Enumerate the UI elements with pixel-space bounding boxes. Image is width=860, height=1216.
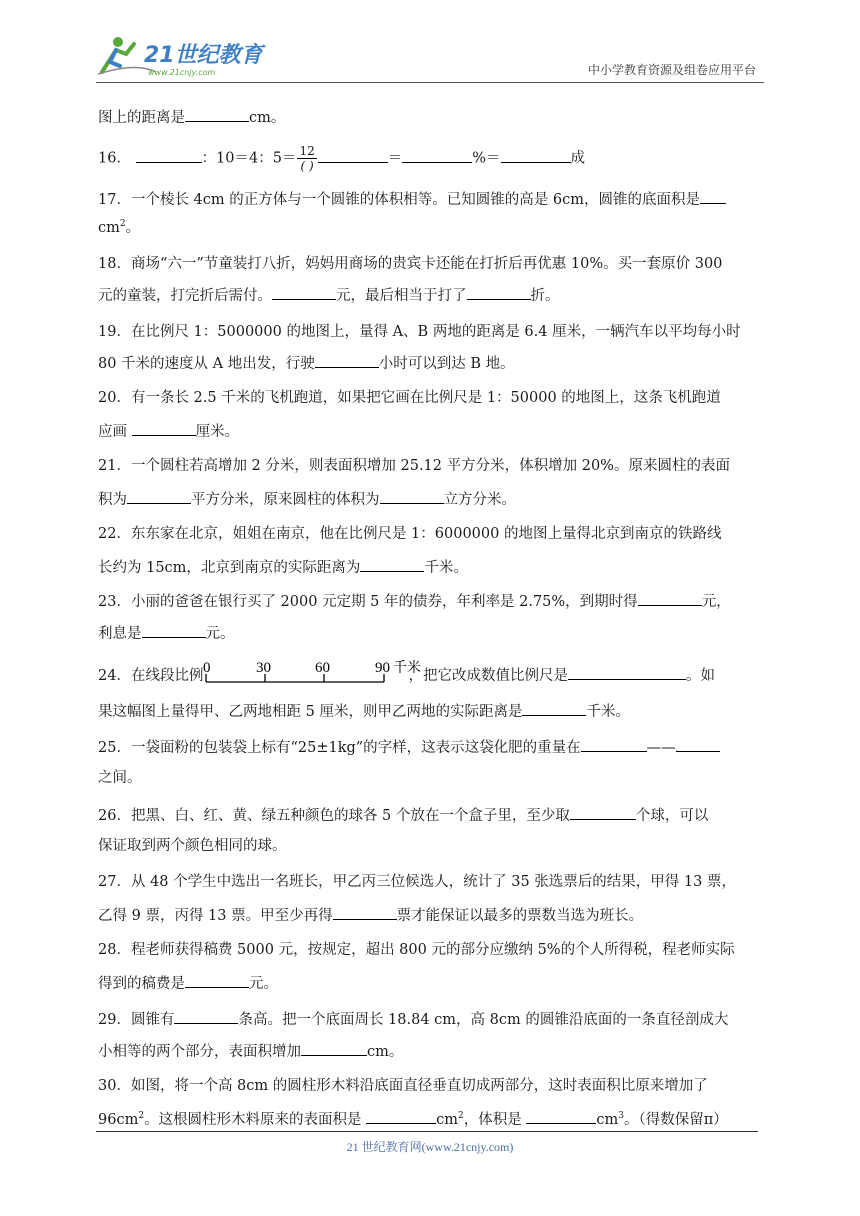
answer-blank[interactable] (185, 972, 249, 988)
q28-text-a: 得到的稿费是 (98, 976, 185, 992)
q28-text-line1: 28．程老师获得稿费 5000 元，按规定，超出 800 元的部分应缴纳 5%的个人所得税，程老师实际 (98, 942, 735, 958)
page-header (96, 30, 764, 83)
answer-blank[interactable] (380, 488, 444, 504)
q30-text-line1: 30．如图，将一个高 8cm 的圆柱形木料沿底面直径垂直切成两部分，这时表面积比原来增加了 (98, 1078, 708, 1094)
footer-divider (96, 1131, 758, 1132)
q23-text-c: 利息是 (98, 626, 142, 642)
answer-blank[interactable] (638, 590, 702, 606)
question-17-line2 (98, 218, 140, 238)
q24-text-a: 24．在线段比例 (98, 668, 204, 684)
q17-text-line2: cm (98, 220, 120, 236)
question-20-line2 (98, 420, 239, 442)
q21-text-c: 立方分米。 (443, 492, 516, 508)
q24-text-b: ，把它改成数值比例尺是 (408, 668, 568, 684)
q26-text-c: 保证取到两个颜色相同的球。 (98, 838, 287, 854)
answer-blank[interactable] (467, 284, 531, 300)
scale-tick-90: 90 (375, 660, 391, 676)
answer-blank[interactable] (360, 556, 424, 572)
q30-text-c: cm (436, 1112, 459, 1128)
q26-text-a: 26．把黑、白、红、黄、绿五种颜色的球各 5 个放在一个盒子里，至少取 (98, 808, 570, 824)
q30-superscript: 2 (138, 1111, 145, 1122)
q16-text-a: ：10＝4：5＝ (201, 150, 297, 167)
q25-dash: —— (646, 740, 676, 756)
question-17 (98, 188, 726, 210)
question-26 (98, 804, 708, 826)
q29-text-d: cm。 (367, 1044, 404, 1060)
q29-text-c: 小相等的两个部分，表面积增加 (98, 1044, 301, 1060)
question-23 (98, 590, 731, 612)
q30-superscript-3: 3 (618, 1111, 624, 1122)
fraction-denominator: ( ) (300, 159, 314, 173)
answer-blank[interactable] (174, 1008, 238, 1024)
q30-text-d: ，体积是 (463, 1112, 527, 1128)
q18-text-c: 折。 (530, 288, 560, 304)
question-19 (98, 322, 741, 342)
answer-blank[interactable] (568, 664, 686, 680)
q26-text-b: 个球，可以 (635, 808, 709, 824)
answer-blank[interactable] (366, 1108, 436, 1124)
answer-blank[interactable] (700, 188, 726, 204)
q21-text-line1: 21．一个圆柱若高增加 2 分米，则表面积增加 25.12 平方分米，体积增加 20%。原来圆柱的表面 (98, 458, 730, 474)
q18-text-b: 元，最后相当于打了 (336, 288, 467, 304)
question-28-line2 (98, 972, 278, 994)
q24-text-c: 。如 (685, 668, 715, 684)
q27-text-line1: 27．从 48 个学生中选出一名班长，甲乙丙三位候选人，统计了 35 张选票后的结果，甲得 13 票， (98, 874, 736, 890)
q23-text-d: 元。 (205, 626, 235, 642)
question-21-line2 (98, 488, 516, 510)
answer-blank[interactable] (333, 904, 397, 920)
q17-text-end: 。 (125, 220, 141, 236)
scale-tick-0: 0 (203, 660, 211, 676)
q30-text-f: 。（得数保留π） (624, 1112, 728, 1128)
answer-blank[interactable] (301, 1040, 367, 1056)
question-22 (98, 524, 721, 544)
question-28 (98, 940, 735, 960)
q25-text-a: 25．一袋面粉的包装袋上标有“25±1kg”的字样，这表示这袋化肥的重量在 (98, 740, 581, 756)
q30-text-a: 96cm (98, 1112, 139, 1128)
q22-text-a: 长约为 15cm，北京到南京的实际距离为 (98, 560, 361, 576)
answer-blank[interactable] (315, 352, 379, 368)
q21-text-b: 平方分米，原来圆柱的体积为 (191, 492, 380, 508)
header-tagline: 中小学教育资源及组卷应用平台 (587, 63, 756, 77)
q30-text-b: 。这根圆柱形木料原来的表面积是 (144, 1112, 367, 1128)
q23-text-a: 23．小丽的爸爸在银行买了 2000 元定期 5 年的债券，年利率是 2.75%，到期时得 (98, 594, 638, 610)
answer-blank[interactable] (127, 488, 191, 504)
question-18-line2 (98, 284, 560, 306)
q29-text-a: 29．圆锥有 (98, 1012, 175, 1028)
q20-text-b: 厘米。 (195, 424, 240, 440)
q24-text-e: 千米。 (586, 704, 630, 720)
answer-blank[interactable] (676, 736, 720, 752)
q22-text-b: 千米。 (424, 560, 468, 576)
q20-text-a: 应画 (98, 424, 132, 440)
q16-number: 16． (98, 150, 131, 167)
q30-text-e: cm (596, 1112, 619, 1128)
q28-text-b: 元。 (249, 976, 278, 992)
scale-tick-30: 30 (256, 660, 272, 676)
answer-blank[interactable] (570, 804, 636, 820)
question-15-tail (98, 106, 285, 128)
q15-text-b: cm。 (249, 110, 286, 126)
answer-blank[interactable] (185, 106, 249, 122)
q18-text-line1: 18．商场“六一”节童装打八折，妈妈用商场的贵宾卡还能在打折后再优惠 10%。买一套原价 300 (98, 256, 723, 272)
question-27 (98, 872, 736, 892)
question-24 (98, 662, 715, 690)
scale-tick-60: 60 (315, 660, 331, 676)
question-25 (98, 736, 720, 758)
answer-blank[interactable] (132, 420, 196, 436)
q21-text-a: 积为 (98, 492, 127, 508)
q15-text-a: 图上的距离是 (98, 110, 185, 126)
q29-text-b: 条高。把一个底面周长 18.84 cm，高 8cm 的圆锥沿底面的一条直径剖成大 (238, 1012, 729, 1028)
q23-text-b: 元， (701, 594, 731, 610)
answer-blank[interactable] (272, 284, 336, 300)
q24-text-d: 果这幅图上量得甲、乙两地相距 5 厘米，则甲乙两地的实际距离是 (98, 704, 523, 720)
question-22-line2 (98, 556, 468, 578)
question-20 (98, 388, 721, 408)
q17-superscript: 2 (119, 219, 126, 230)
answer-blank[interactable] (136, 147, 202, 163)
answer-blank[interactable] (402, 147, 472, 163)
fraction (297, 144, 316, 173)
logo-url-text: www.21cnjy.com (148, 68, 216, 77)
answer-blank[interactable] (318, 147, 388, 163)
q16-text-c: %＝ (472, 150, 501, 167)
question-29-line2 (98, 1040, 403, 1062)
q27-text-a: 乙得 9 票，丙得 13 票。甲至少再得 (98, 908, 333, 924)
answer-blank[interactable] (501, 147, 571, 163)
answer-blank[interactable] (581, 736, 647, 752)
scale-unit: 千米 (393, 660, 422, 676)
q17-text-line1: 17．一个棱长 4cm 的正方体与一个圆锥的体积相等。已知圆锥的高是 6cm，圆锥的底面积是 (98, 192, 700, 208)
question-21 (98, 456, 730, 476)
site-logo (96, 32, 266, 80)
q18-text-a: 元的童装，打完折后需付。 (98, 288, 272, 304)
question-19-line2 (98, 352, 515, 374)
page-footer: 21 世纪教育网(www.21cnjy.com) (346, 1140, 514, 1154)
line-scale-bar (203, 660, 422, 688)
q19-text-b: 小时可以到达 B 地。 (378, 356, 515, 372)
question-30-line2 (98, 1108, 728, 1130)
question-16 (98, 144, 585, 173)
question-25-line2 (98, 768, 142, 788)
q19-text-a: 80 千米的速度从 A 地出发，行驶 (98, 356, 315, 372)
question-23-line2 (98, 622, 235, 644)
q30-superscript: 2 (458, 1111, 464, 1122)
q22-text-line1: 22．东东家在北京，姐姐在南京，他在比例尺是 1：6000000 的地图上量得北京到南京的铁路线 (98, 526, 722, 542)
question-24-line2 (98, 700, 630, 722)
q20-text-line1: 20．有一条长 2.5 千米的飞机跑道，如果把它画在比例尺是 1：50000 的地图上，这条飞机跑道 (98, 390, 721, 406)
q27-text-b: 票才能保证以最多的票数当选为班长。 (396, 908, 644, 924)
question-26-line2 (98, 836, 287, 856)
q16-text-d: 成 (570, 150, 586, 167)
question-29 (98, 1008, 728, 1030)
q19-text-line1: 19．在比例尺 1：5000000 的地图上，量得 A、B 两地的距离是 6.4 厘米，一辆汽车以平均每小时 (98, 324, 741, 340)
answer-blank[interactable] (526, 1108, 596, 1124)
q25-text-b: 之间。 (98, 770, 142, 786)
fraction-numerator: 12 (299, 144, 315, 158)
q16-text-b: ＝ (387, 150, 403, 167)
question-27-line2 (98, 904, 643, 926)
answer-blank[interactable] (142, 622, 206, 638)
question-18 (98, 254, 722, 274)
answer-blank[interactable] (522, 700, 586, 716)
question-30 (98, 1076, 708, 1096)
logo-brand-text: 21世纪教育 (144, 43, 263, 68)
